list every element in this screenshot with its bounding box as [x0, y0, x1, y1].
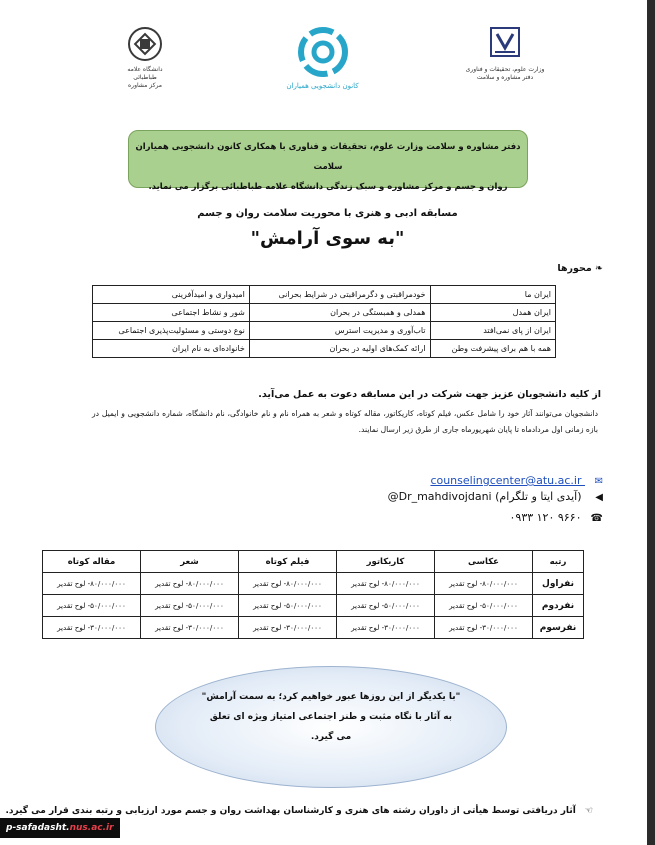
intro-line-1: دفتر مشاوره و سلامت وزارت علوم، تحقیقات و فناوری با همکاری کانون دانشجویی همیاران سلامت: [135, 142, 521, 172]
site-watermark: [0, 818, 120, 838]
watermark-prefix: p-safadasht.: [6, 823, 70, 833]
prize-header-cell: رتبه: [533, 551, 584, 573]
quote-ellipse: [155, 666, 507, 788]
prize-row: [43, 573, 584, 595]
pointing-hand-icon: ☜: [584, 806, 593, 816]
axes-row: [93, 340, 556, 358]
ministry-caption-2: دفتر مشاوره و سلامت: [476, 74, 534, 81]
prize-rank-cell: نفردوم: [533, 595, 584, 617]
prize-rank-cell: نفراول: [533, 573, 584, 595]
university-logo: [115, 26, 175, 90]
arrow-bullet-icon: ❧: [595, 263, 603, 274]
university-caption-3: مرکز مشاوره: [128, 82, 162, 89]
prize-cell: ۵۰/۰۰۰/۰۰۰- لوح تقدیر: [337, 595, 435, 617]
footer-note: [6, 806, 594, 816]
axes-cell: ایران همدل: [430, 304, 555, 322]
ministry-logo-icon: [485, 26, 525, 62]
axes-heading: [557, 263, 603, 274]
axes-cell: همه با هم برای پیشرفت وطن: [430, 340, 555, 358]
axes-cell: ایران از پای نمی‌افتد: [430, 322, 555, 340]
axes-row: [93, 286, 556, 304]
email-link[interactable]: counselingcenter@atu.ac.ir: [430, 474, 582, 487]
prize-cell: ۸۰/۰۰۰/۰۰۰- لوح تقدیر: [43, 573, 141, 595]
prize-cell: ۳۰/۰۰۰/۰۰۰- لوح تقدیر: [239, 617, 337, 639]
handle-row: [388, 490, 603, 503]
prize-header-cell: عکاسی: [435, 551, 533, 573]
prize-cell: ۵۰/۰۰۰/۰۰۰- لوح تقدیر: [435, 595, 533, 617]
axes-cell: نوع دوستی و مسئولیت‌پذیری اجتماعی: [93, 322, 250, 340]
axes-cell: ایران ما: [430, 286, 555, 304]
prize-header-row: [43, 551, 584, 573]
prize-cell: ۳۰/۰۰۰/۰۰۰- لوح تقدیر: [141, 617, 239, 639]
axes-heading-text: محورها: [557, 263, 592, 274]
prize-row: [43, 617, 584, 639]
messenger-handle: @Dr_mahdivojdani (آیدی ایتا و تلگرام): [387, 490, 582, 503]
prize-header-cell: مقاله کوتاه: [43, 551, 141, 573]
competition-subtitle: مسابقه ادبی و هنری با محوریت سلامت روان و جسم: [197, 208, 458, 219]
prize-cell: ۸۰/۰۰۰/۰۰۰- لوح تقدیر: [337, 573, 435, 595]
phone-icon: ☎: [590, 513, 603, 524]
prize-cell: ۳۰/۰۰۰/۰۰۰- لوح تقدیر: [435, 617, 533, 639]
footer-note-text: آثار دریافتی توسط هیأتی از داوران رشته های هنری و کارشناسان بهداشت روان و جسم مورد ارزیابی و رتبه بندی قرار می گیرد.: [5, 806, 576, 816]
phone-row: [510, 511, 603, 524]
email-row: [430, 474, 603, 487]
ministry-logo: [465, 26, 545, 82]
kanoon-caption: کانون دانشجویی همیاران: [286, 82, 359, 90]
axes-row: [93, 304, 556, 322]
quote-line-2: به آثار با نگاه مثبت و طنز اجتماعی امتیاز ویژه ای تعلق: [209, 712, 453, 722]
submission-paragraph: دانشجویان می‌توانند آثار خود را شامل عکس، فیلم کوتاه، کاریکاتور، مقاله کوتاه و شعر به همراه نام و نام خانوادگی، نام دانشگاه، شماره دانشجویی و ایمیل در بازه زمانی اول مردادماه تا پایان شهریورماه جاری از طرق زیر ارسال نمایند.: [92, 409, 598, 434]
prize-cell: ۸۰/۰۰۰/۰۰۰- لوح تقدیر: [239, 573, 337, 595]
axes-cell: همدلی و همبستگی در بحران: [249, 304, 430, 322]
watermark-accent: nus.ac.ir: [69, 823, 114, 833]
axes-cell: ارائه کمک‌های اولیه در بحران: [249, 340, 430, 358]
intro-line-2: روان و جسم و مرکز مشاوره و سبک زندگی دانشگاه علامه طباطبائی برگزار می نماید.: [148, 182, 508, 192]
prize-cell: ۳۰/۰۰۰/۰۰۰- لوح تقدیر: [43, 617, 141, 639]
kanoon-logo: [280, 26, 365, 90]
axes-cell: شور و نشاط اجتماعی: [93, 304, 250, 322]
intro-box: [128, 130, 528, 192]
kanoon-logo-icon: [297, 26, 349, 78]
invitation-text: از کلیه دانشجویان عزیز جهت شرکت در این مسابقه دعوت به عمل می‌آید.: [258, 389, 601, 400]
envelope-icon: ✉: [594, 476, 603, 487]
page-edge-bar: [647, 0, 655, 845]
prize-cell: ۵۰/۰۰۰/۰۰۰- لوح تقدیر: [141, 595, 239, 617]
prize-cell: ۳۰/۰۰۰/۰۰۰- لوح تقدیر: [337, 617, 435, 639]
prize-table: [42, 550, 584, 639]
university-caption-2: طباطبائی: [133, 74, 157, 81]
competition-title: "به سوی آرامش": [250, 228, 405, 249]
axes-cell: تاب‌آوری و مدیریت استرس: [249, 322, 430, 340]
prize-header-cell: فیلم کوتاه: [239, 551, 337, 573]
prize-header-cell: کاریکاتور: [337, 551, 435, 573]
prize-header-cell: شعر: [141, 551, 239, 573]
axes-cell: خانواده‌ای به نام ایران: [93, 340, 250, 358]
quote-line-1: "با یکدیگر از این روزها عبور خواهیم کرد؛ به سمت آرامش": [201, 692, 461, 702]
prize-row: [43, 595, 584, 617]
axes-cell: خودمراقبتی و دگرمراقبتی در شرایط بحرانی: [249, 286, 430, 304]
prize-cell: ۵۰/۰۰۰/۰۰۰- لوح تقدیر: [43, 595, 141, 617]
university-caption-1: دانشگاه علامه: [127, 66, 163, 73]
prize-cell: ۸۰/۰۰۰/۰۰۰- لوح تقدیر: [435, 573, 533, 595]
axes-table: [92, 285, 556, 358]
prize-cell: ۵۰/۰۰۰/۰۰۰- لوح تقدیر: [239, 595, 337, 617]
axes-row: [93, 322, 556, 340]
triangle-bullet-icon: ◀: [595, 492, 603, 503]
prize-cell: ۸۰/۰۰۰/۰۰۰- لوح تقدیر: [141, 573, 239, 595]
quote-line-3: می گیرد.: [310, 732, 352, 742]
axes-cell: امیدواری و امیدآفرینی: [93, 286, 250, 304]
ministry-caption-1: وزارت علوم، تحقیقات و فناوری: [465, 66, 545, 73]
phone-number: ۰۹۳۳ ۱۲۰ ۹۶۶۰: [509, 511, 582, 524]
university-seal-icon: [127, 26, 163, 62]
prize-rank-cell: نفرسوم: [533, 617, 584, 639]
